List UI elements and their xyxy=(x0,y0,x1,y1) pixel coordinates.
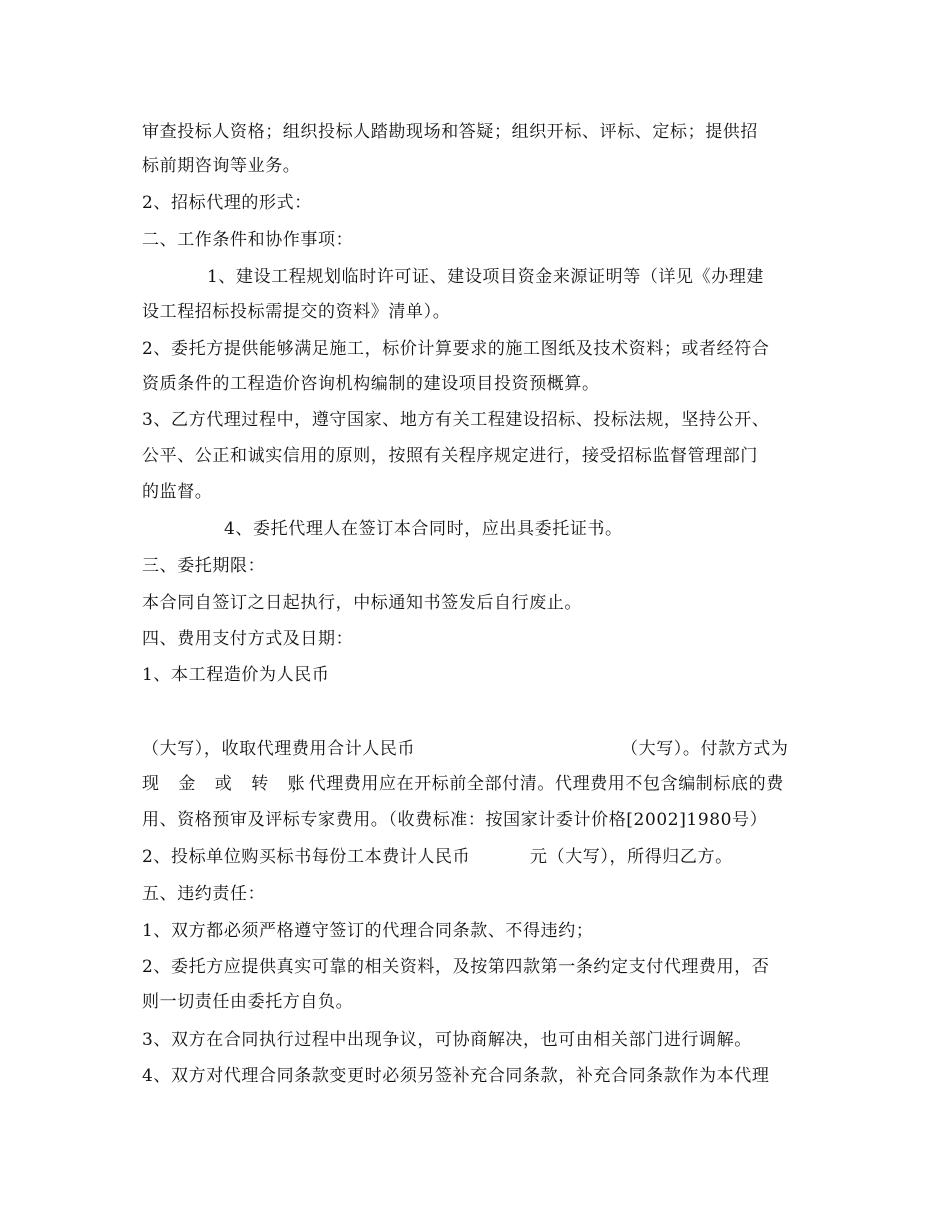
text-line: 标前期咨询等业务。 xyxy=(142,156,301,176)
text-line: 用、资格预审及评标专家费用。（收费标准：按国家计委计价格[2002]1980号） xyxy=(142,810,768,830)
text-line: 的监督。 xyxy=(142,482,213,502)
text-line: 3、双方在合同执行过程中出现争议，可协商解决，也可由相关部门进行调解。 xyxy=(142,1030,752,1050)
text-line: 则一切责任由委托方自负。 xyxy=(142,992,354,1012)
text-line: 2、委托方提供能够满足施工，标价计算要求的施工图纸及技术资料；或者经符合 xyxy=(142,339,770,359)
text-line: 1、本工程造价为人民币 xyxy=(142,665,330,685)
text-line: 3、乙方代理过程中，遵守国家、地方有关工程建设招标、投标法规，坚持公开、 xyxy=(142,410,770,430)
text-line: ，代理费用应在开标前全部付清。代理费用不包含编制标底的费 xyxy=(291,774,784,794)
text-line: 2、投标单位购买标书每份工本费计人民币 xyxy=(142,847,471,867)
text-line: 现 金 或 转 账 xyxy=(142,774,312,794)
text-line: 本合同自签订之日起执行，中标通知书签发后自行废止。 xyxy=(142,593,582,613)
section-heading: 三、委托期限： xyxy=(142,556,266,576)
text-line: 4、双方对代理合同条款变更时必须另签补充合同条款，补充合同条款作为本代理 xyxy=(142,1066,770,1086)
text-line: （大写）。付款方式为 xyxy=(621,739,789,759)
text-line: 资质条件的工程造价咨询机构编制的建设项目投资预概算。 xyxy=(142,374,600,394)
text-line: 1、建设工程规划临时许可证、建设项目资金来源证明等（详见《办理建 xyxy=(207,267,765,287)
text-line: 审查投标人资格；组织投标人踏勘现场和答疑；组织开标、评标、定标；提供招 xyxy=(142,122,758,142)
text-line: 4、委托代理人在签订本合同时，应出具委托证书。 xyxy=(224,519,623,539)
section-heading: 四、费用支付方式及日期： xyxy=(142,629,354,649)
text-line: 元（大写），所得归乙方。 xyxy=(530,847,733,867)
text-line: 2、委托方应提供真实可靠的相关资料，及按第四款第一条约定支付代理费用，否 xyxy=(142,957,770,977)
text-line: 公平、公正和诚实信用的原则，按照有关程序规定进行，接受招标监督管理部门 xyxy=(142,446,758,466)
text-line: 设工程招标投标需提交的资料》清单）。 xyxy=(142,302,451,322)
text-line: 2、招标代理的形式： xyxy=(142,193,312,213)
section-heading: 二、工作条件和协作事项： xyxy=(142,230,354,250)
text-line: 1、双方都必须严格遵守签订的代理合同条款、不得违约； xyxy=(142,921,594,941)
section-heading: 五、违约责任： xyxy=(142,884,266,904)
text-line: （大写），收取代理费用合计人民币 xyxy=(142,739,416,759)
